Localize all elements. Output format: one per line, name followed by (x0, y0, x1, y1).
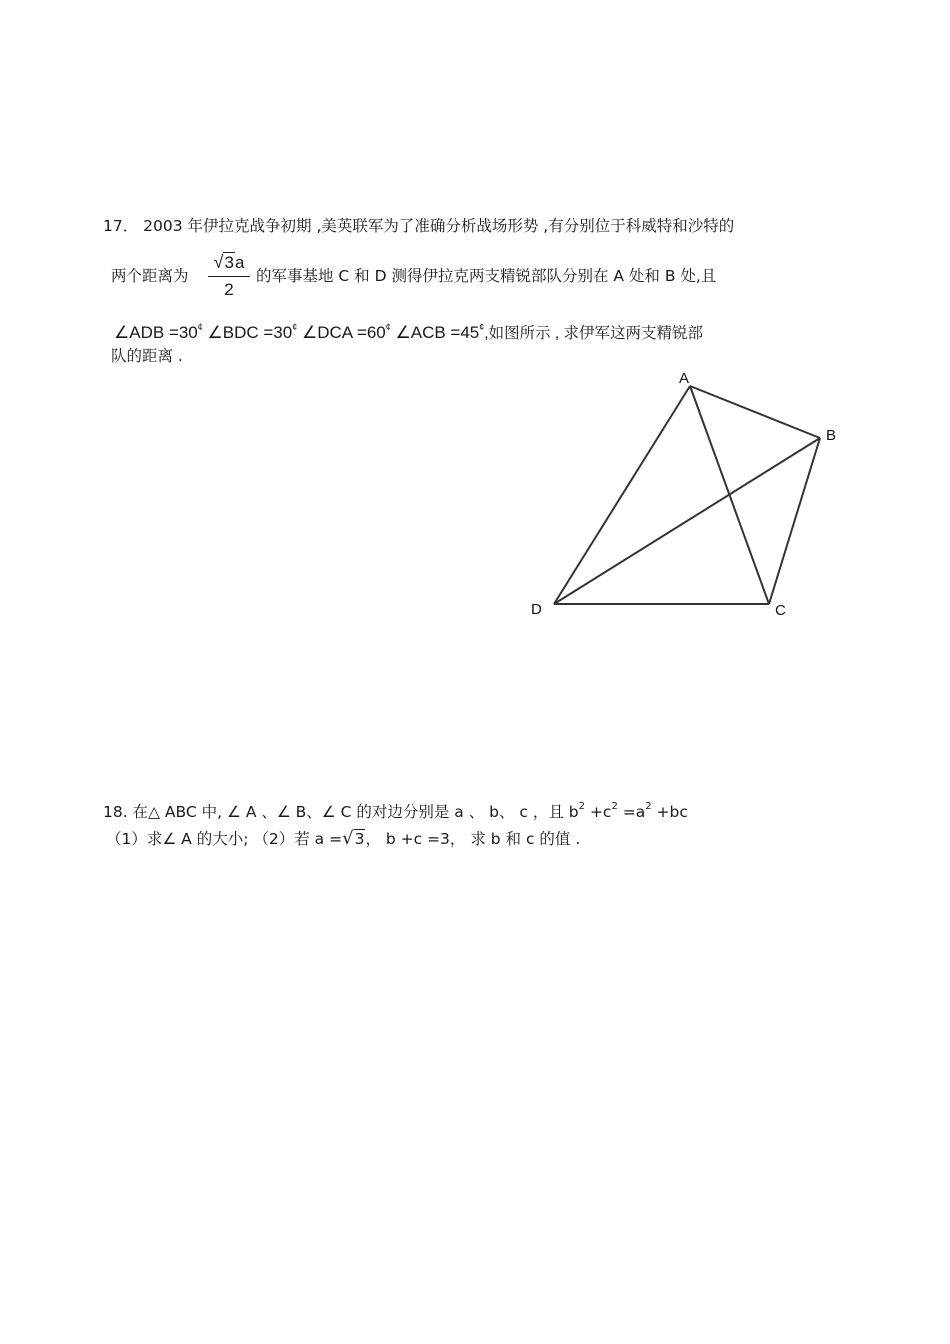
quadrilateral-figure (520, 360, 850, 629)
sqrt-sign: √3 (342, 828, 365, 849)
problem-17-text-2: 的军事基地 C 和 D 测得伊拉克两支精锐部队分别在 A 处和 B 处,且 (256, 267, 717, 285)
distance-fraction (208, 250, 250, 301)
problem-18-line-1 (103, 797, 688, 822)
problem-18-line-2 (106, 829, 580, 849)
problem-17-text-1: 17． 2003 年伊拉克战争初期 ,美英联军为了准确分析战场形势 ,有分别位于科威特和沙特的 (103, 217, 735, 235)
segment-ab (690, 386, 820, 438)
problem-18-text-2: （1）求∠ A 的大小; （2）若 a = (106, 830, 343, 848)
problem-17-line-2-suffix (256, 266, 716, 286)
figure-svg (520, 360, 850, 625)
radicand: 3 (354, 830, 365, 848)
fraction-bar (208, 276, 250, 277)
radicand: 3 (224, 253, 234, 272)
segment-bd (554, 438, 820, 604)
angle-dca: ∠DCA =60¢ (301, 322, 391, 342)
angle-acb: ∠ACB =45¢ (395, 322, 485, 342)
problem-17-text-4: 队的距离 . (111, 347, 183, 365)
problem-18-text-1: 18. 在△ ABC 中, ∠ A 、∠ B、∠ C 的对边分别是 a 、 b、 c ，且 b (103, 803, 579, 821)
plus-c: +c (585, 803, 612, 821)
problem-17-text-3: ,如图所示 , 求伊军这两支精锐部 (484, 325, 703, 342)
numerator-variable: a (234, 253, 245, 272)
vertex-c-label: C (775, 602, 786, 619)
fraction-numerator (208, 250, 250, 274)
sqrt-sign: √3 (213, 252, 234, 272)
segment-bc (769, 438, 820, 604)
equals-a: =a (617, 803, 646, 821)
problem-17-distance-label: 两个距离为 (111, 267, 189, 285)
vertex-a-label: A (679, 370, 690, 387)
fraction-denominator: 2 (224, 280, 234, 299)
exponent-b: 2 (578, 801, 586, 812)
problem-17-line-2-prefix (111, 266, 189, 286)
plus-bc: +bc (651, 803, 688, 821)
angle-adb: ∠ADB =30¢ (114, 322, 203, 342)
exponent-a: 2 (645, 801, 652, 812)
vertex-d-label: D (531, 601, 542, 618)
problem-17-line-4 (111, 346, 183, 366)
vertex-b-label: B (826, 427, 837, 444)
problem-17-line-1 (103, 216, 734, 236)
angle-bdc: ∠BDC =30¢ (207, 322, 298, 342)
problem-18-text-3: ， b +c =3， 求 b 和 c 的值 . (365, 830, 581, 848)
segment-ad (554, 386, 690, 604)
problem-17-angles-line (114, 317, 703, 344)
exponent-c: 2 (611, 801, 618, 812)
